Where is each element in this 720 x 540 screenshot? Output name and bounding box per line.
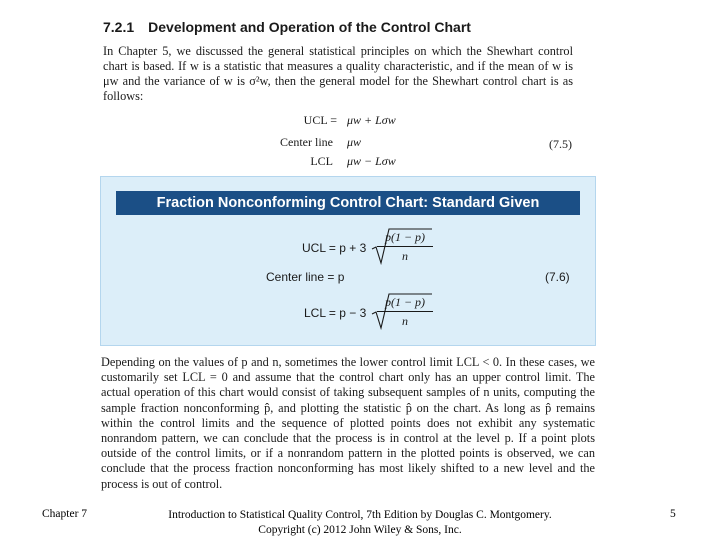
box-ucl-label: UCL = p + 3 <box>302 241 367 255</box>
model-lcl-label: LCL <box>310 154 333 168</box>
lcl-fraction-denominator: n <box>402 314 408 328</box>
footer-citation-line-1: Introduction to Statistical Quality Control, 7th Edition by Douglas C. Montgomery. <box>168 509 552 521</box>
general-model-equations <box>0 110 720 170</box>
footer-citation <box>150 508 570 538</box>
lcl-fraction <box>377 295 433 329</box>
ucl-fraction-denominator: n <box>402 249 408 263</box>
equation-number-7-5: (7.5) <box>549 137 572 151</box>
footer-citation-line-2: Copyright (c) 2012 John Wiley & Sons, Inc. <box>258 524 462 536</box>
box-center-label: Center line = p <box>266 270 345 284</box>
ucl-fraction-numerator: p(1 − p) <box>377 230 433 247</box>
ucl-fraction <box>377 230 433 264</box>
model-center-label: Center line <box>280 135 333 149</box>
model-center-expression: μw <box>347 135 362 149</box>
box-title: Fraction Nonconforming Control Chart: Standard Given <box>116 191 580 215</box>
model-ucl-label: UCL = <box>303 113 337 127</box>
body-paragraph: Depending on the values of p and n, sometimes the lower control limit LCL < 0. In these cases, we customarily set LCL = 0 and assume that the control chart only has an upper control limit. The actual operation of this chart would consist of taking subsequent samples of n units, computing the sample fraction nonconforming p̂, and plotting the statistic p̂ on the chart. As long as p̂ remains within the control limits and the sequence of plotted points does not exhibit any systematic nonrandom pattern, we can conclude that the process is in control at the level p. If a point plots outside of the control limits, or if a nonrandom pattern in the plotted points is observed, we can conclude that the process fraction nonconforming has most likely shifted to a new level and the process is out of control. <box>101 355 595 491</box>
section-title: Development and Operation of the Control Chart <box>148 19 471 35</box>
model-ucl-expression: μw + Lσw <box>347 113 396 127</box>
section-number: 7.2.1 <box>103 19 135 35</box>
model-lcl-expression: μw − Lσw <box>347 154 396 168</box>
fraction-nonconforming-box <box>100 176 596 346</box>
equation-number-7-6: (7.6) <box>545 270 570 284</box>
section-heading <box>103 19 471 35</box>
footer-chapter: Chapter 7 <box>42 508 88 520</box>
lcl-fraction-numerator: p(1 − p) <box>377 295 433 312</box>
footer-page-number: 5 <box>670 508 676 520</box>
intro-paragraph: In Chapter 5, we discussed the general statistical principles on which the Shewhart control chart is based. If w is a statistic that measures a quality characteristic, and if the mean of w is μw and the variance of w is σ²w, then the general model for the Shewhart control chart is as follows: <box>103 44 573 103</box>
box-lcl-label: LCL = p − 3 <box>304 306 367 320</box>
